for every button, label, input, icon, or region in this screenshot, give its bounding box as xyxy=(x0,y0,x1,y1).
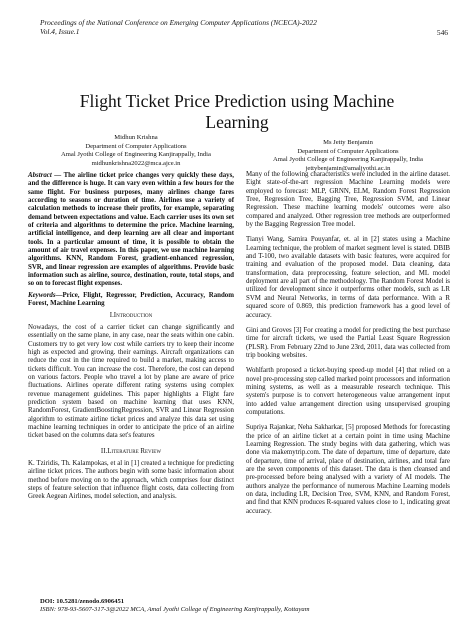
paragraph-rajankar: Supriya Rajankar, Neha Sakharkar, [5] proposed Methods for forecasting the price of an airline ticket at a certain point in time using Machine Learning Regression. The study begins with data gathering, which was done via makemytrip.com. The date of departure, time of departure, date of departure, time of arrival, place of destination, airlines, and total fare are the seven components of this dataset. The data is then cleansed and pre-processed before being analysed with a variety of AI models. The authors analyze the performance of numerous Machine Learning models on data, including LR, Decision Tree, SVM, KNN, and Random Forest, and find that KNN produces R-squared values close to 1, indicating great accuracy. xyxy=(246,424,450,515)
keywords-label: Keywords xyxy=(28,291,56,299)
paragraph-regression-models: Many of the following characteristics were included in the airline dataset. Eight state-of-the-art regression Machine Learning models were employed to forecast: MLP, GRNN, ELM, Random Forest Regression Tree, Regression Tree, Bagging Tree, Regression SVM, and Linear Regression. These machine learning models' outcomes were also compared and analyzed. Other regression tree methods are outperformed by the Bagging Regression Tree model. xyxy=(246,171,450,229)
paragraph-wohlfarth: Wohlfarth proposed a ticket-buying speed-up model [4] that relied on a novel pre-processing step called marked point processors and information mining systems, as well as a measurable research technique. This system's purpose is to convert heterogeneous value arrangement input into added value arrangement direction using unsupervised grouping computations. xyxy=(246,367,450,416)
doi-label: DOI: 10.5281/zenodo.6906451 xyxy=(40,598,125,605)
abstract-text: — The airline ticket price changes very quickly these days, and the difference is huge. It can vary even within a few hours for the same flight. For business purposes, many airlines change fares according to seasons or duration of time. Airlines use a variety of calculation methods to increase their profits, for example, separating demand between expectations and value. Each carrier uses its own set of criteria and algorithms to determine the price. Machine learning, artificial intelligence, and deep learning are all clear and important tools. In a particular amount of time, it is possible to obtain the amount of air travel expenses. In this paper, we use machine learning algorithms. KNN, Random Forest, gradient-enhanced regression, SVR, and linear regression are examples of algorithms. Provide basic information such as airline, source, destination, route, total stops, and so on to forecast flight expenses. xyxy=(28,172,234,288)
section-heading-literature-review: II.Literature Review xyxy=(100,447,162,455)
abstract-label: Abstract xyxy=(28,172,52,179)
right-column xyxy=(246,171,450,523)
isbn-line: ISBN: 978-93-5607-317-3@2022 MCA, Amal Jyothi College of Engineering Kanjirappally, Kottayam xyxy=(40,606,310,614)
author-department: Department of Computer Applications xyxy=(297,147,399,155)
keywords-text: —Price, Flight, Regressor, Prediction, Accuracy, Random Forest, Machine Learning xyxy=(28,291,234,308)
proceedings-header xyxy=(40,18,420,36)
keywords xyxy=(28,292,234,309)
author-email: midhunkrishna2022@mca.ajce.in xyxy=(91,159,181,167)
page-number: 546 xyxy=(436,28,448,37)
doi xyxy=(40,598,440,606)
page-footer xyxy=(40,598,440,614)
literature-paragraph: K. Tziridis, Th. Kalampokas, et al in [1] created a technique for predicting airline ticket prices. The authors begin with some basic information about method before moving on to the approach, which comprises four distinct steps of feature selection that influence flight costs, data collecting from Greek Aegean Airlines, model selection, and analysis. xyxy=(28,460,234,501)
author-name: Ms Jetty Benjamin xyxy=(323,139,373,146)
author-name: Midhun Krishna xyxy=(114,134,158,141)
left-column xyxy=(28,172,234,509)
paragraph-wang: Tianyi Wang, Samira Pouyanfar, et. al in [2] states using a Machine Learning technique, the problem of market segment level is stated. DBIB and T-100, two available datasets with basic features, were acquired for training and evaluation of the proposed model. Data cleaning, data transformation, data preprocessing, feature selection, and ML model deployment are all part of the methodology. The Random Forest Model is utilized for development since it outperforms other models, such as LR SVM and Neural Networks, in terms of data performance. With a R squared score of 0.869, this prediction framework has a good level of accuracy. xyxy=(246,236,450,319)
title-line-1: Flight Ticket Price Prediction using Machine xyxy=(79,91,395,111)
author-email: jettybenjamin@amaljyothi.ac.in xyxy=(305,164,391,172)
proceedings-line-1: Proceedings of the National Conference on Emerging Computer Applications (NCECA)-2022 xyxy=(40,18,317,27)
paragraph-gini-groves: Gini and Groves [3] For creating a model for predicting the best purchase time for aircraft tickets, we used the Partial Least Square Regression (PLSR). From February 22nd to June 23rd, 2011, data was collected from trip booking websites. xyxy=(246,326,450,359)
paper-title xyxy=(30,91,444,133)
author-department: Department of Computer Applications xyxy=(85,142,187,150)
section-heading-introduction: I.Introduction xyxy=(109,311,153,319)
introduction-paragraph: Nowadays, the cost of a carrier ticket can change significantly and essentially on the same plane, in any case, near the seats within one cabin. Customers try to get very low cost while carriers try to keep their income high as expected and growing. their earnings. Aircraft organizations can reduce the cost in the time required to build a market, making access to tickets difficult. You can increase the cost. Therefore, the cost can depend on various factors. People who travel a lot by plane are aware of price fluctuations. Airlines operate different rating systems using complex revenue management guidelines. This paper highlights a Flight fare prediction system based on machine learning that uses KNN, RandomForest, GradientBoostingRegression, SVR and Linear Regression algorithm to estimate airline ticket prices and analyze this data set using machine learning techniques in order to anticipate the price of an airline ticket based on the columns data set's features xyxy=(28,323,234,440)
author-block-2 xyxy=(248,139,448,173)
proceedings-line-2: Vol.4, Issue.1 xyxy=(40,27,80,36)
title-line-2: Learning xyxy=(205,112,269,132)
abstract xyxy=(28,172,234,289)
author-block-1 xyxy=(36,134,236,168)
author-institution: Amal Jyothi College of Engineering Kanjirappally, India xyxy=(273,156,423,164)
author-institution: Amal Jyothi College of Engineering Kanjirappally, India xyxy=(61,151,211,159)
